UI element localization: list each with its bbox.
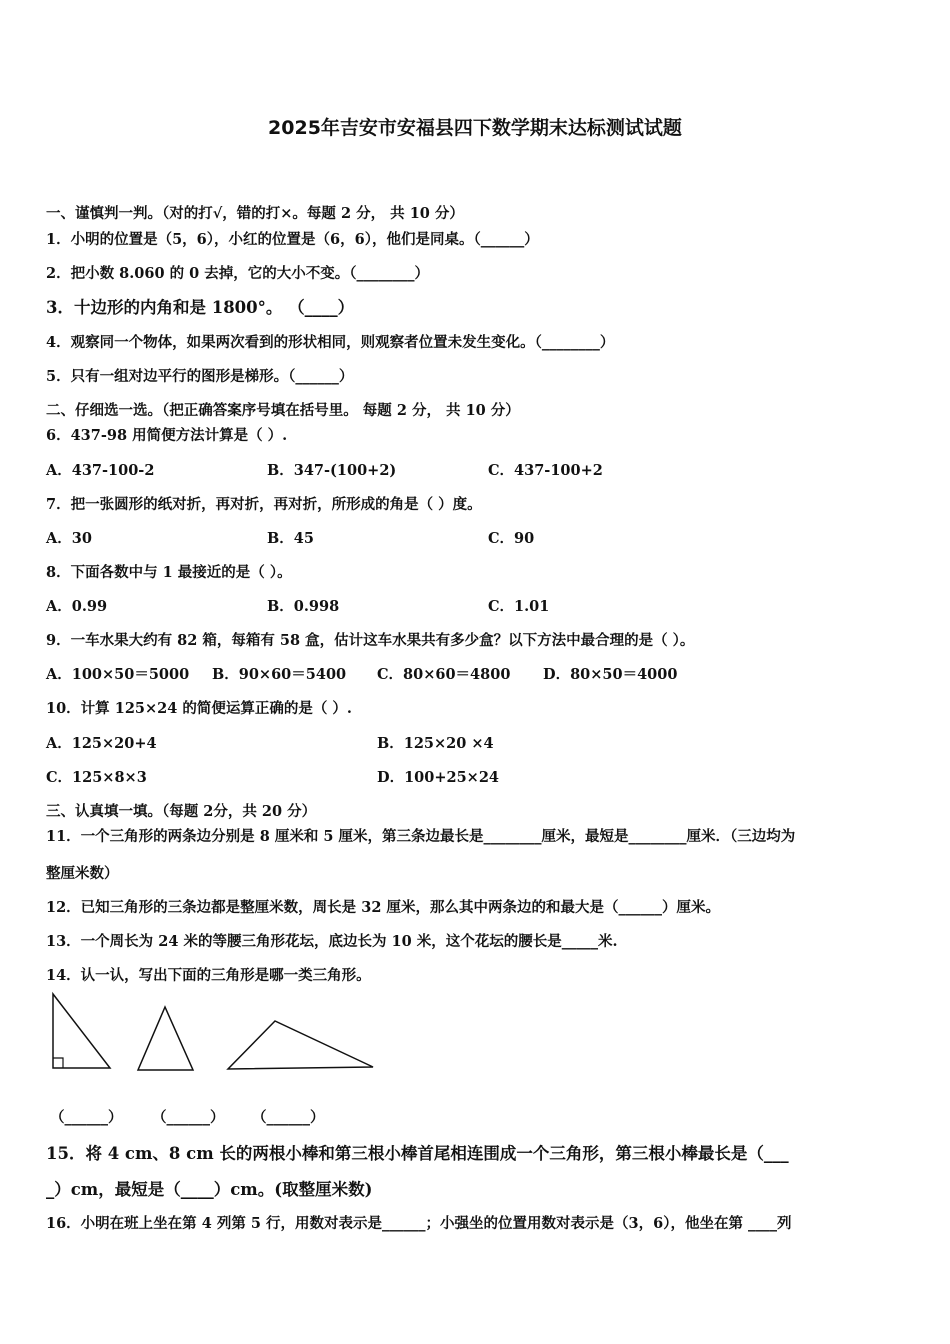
- question-11: 11．一个三角形的两条边分别是 8 厘米和 5 厘米，第三条边最长是________厘米，最短是________厘米．（三边均为: [46, 828, 796, 845]
- question-15-cont: _）cm，最短是（____）cm。(取整厘米数): [46, 1180, 373, 1199]
- question-10: 10．计算 125×24 的简便运算正确的是（ ）.: [46, 700, 352, 717]
- q14-blank-3: （______）: [252, 1109, 325, 1126]
- q7-option-a: A．30: [46, 530, 92, 547]
- q10-option-b: B．125×20 ×4: [377, 735, 494, 752]
- q10-option-c: C．125×8×3: [46, 769, 147, 786]
- q9-option-c: C．80×60＝4800: [377, 666, 511, 683]
- obtuse-triangle-shape: [228, 1021, 373, 1069]
- q7-option-c: C．90: [488, 530, 535, 547]
- q9-option-d: D．80×50＝4000: [543, 666, 678, 683]
- q6-option-a: A．437-100-2: [46, 462, 155, 479]
- right-angle-marker: [53, 1058, 63, 1068]
- question-16: 16．小明在班上坐在第 4 列第 5 行，用数对表示是______；小强坐的位置用数对表示是（3，6），他坐在第 ____列: [46, 1215, 792, 1232]
- q6-option-c: C．437-100+2: [488, 462, 603, 479]
- question-6: 6．437-98 用简便方法计算是（ ）.: [46, 427, 288, 444]
- question-8: 8．下面各数中与 1 最接近的是（ ）。: [46, 564, 292, 581]
- q10-option-a: A．125×20+4: [46, 735, 157, 752]
- question-13: 13．一个周长为 24 米的等腰三角形花坛，底边长为 10 米，这个花坛的腰长是_____米.: [46, 933, 618, 950]
- question-11-cont: 整厘米数）: [46, 865, 119, 882]
- question-5: 5．只有一组对边平行的图形是梯形。（______）: [46, 368, 354, 385]
- q8-option-c: C．1.01: [488, 598, 550, 615]
- acute-triangle-shape: [138, 1007, 193, 1070]
- triangle-figures: [0, 985, 400, 1080]
- question-4: 4．观察同一个物体，如果两次看到的形状相同，则观察者位置未发生变化。（________）: [46, 334, 615, 351]
- q8-option-a: A．0.99: [46, 598, 108, 615]
- page-title: 2025年吉安市安福县四下数学期末达标测试试题: [268, 117, 682, 139]
- q7-option-b: B．45: [267, 530, 314, 547]
- q6-option-b: B．347-(100+2): [267, 462, 397, 479]
- question-7: 7．把一张圆形的纸对折，再对折，再对折，所形成的角是（ ）度。: [46, 496, 482, 513]
- question-15: 15．将 4 cm、8 cm 长的两根小棒和第三根小棒首尾相连围成一个三角形，第三根小棒最长是（___: [46, 1144, 789, 1163]
- q9-option-b: B．90×60＝5400: [212, 666, 347, 683]
- q14-blank-2: （______）: [152, 1109, 225, 1126]
- section1-heading: 一、谨慎判一判。（对的打√，错的打×。每题 2 分， 共 10 分）: [46, 205, 464, 222]
- q8-option-b: B．0.998: [267, 598, 340, 615]
- section2-heading: 二、仔细选一选。（把正确答案序号填在括号里。 每题 2 分， 共 10 分）: [46, 402, 520, 419]
- q14-blank-1: （______）: [50, 1109, 123, 1126]
- q9-option-a: A．100×50＝5000: [46, 666, 190, 683]
- question-1: 1．小明的位置是（5，6），小红的位置是（6，6），他们是同桌。（______）: [46, 231, 539, 248]
- question-9: 9．一车水果大约有 82 箱，每箱有 58 盒，估计这车水果共有多少盒？以下方法中最合理的是（ ）。: [46, 632, 695, 649]
- right-triangle-shape: [53, 994, 110, 1068]
- question-2: 2．把小数 8.060 的 0 去掉，它的大小不变。（________）: [46, 265, 430, 282]
- question-3: 3．十边形的内角和是 1800°。 （____）: [46, 298, 355, 317]
- question-12: 12．已知三角形的三条边都是整厘米数，周长是 32 厘米，那么其中两条边的和最大是（______）厘米。: [46, 899, 720, 916]
- question-14: 14．认一认，写出下面的三角形是哪一类三角形。: [46, 967, 371, 984]
- q10-option-d: D．100+25×24: [377, 769, 499, 786]
- section3-heading: 三、认真填一填。（每题 2分，共 20 分）: [46, 803, 317, 820]
